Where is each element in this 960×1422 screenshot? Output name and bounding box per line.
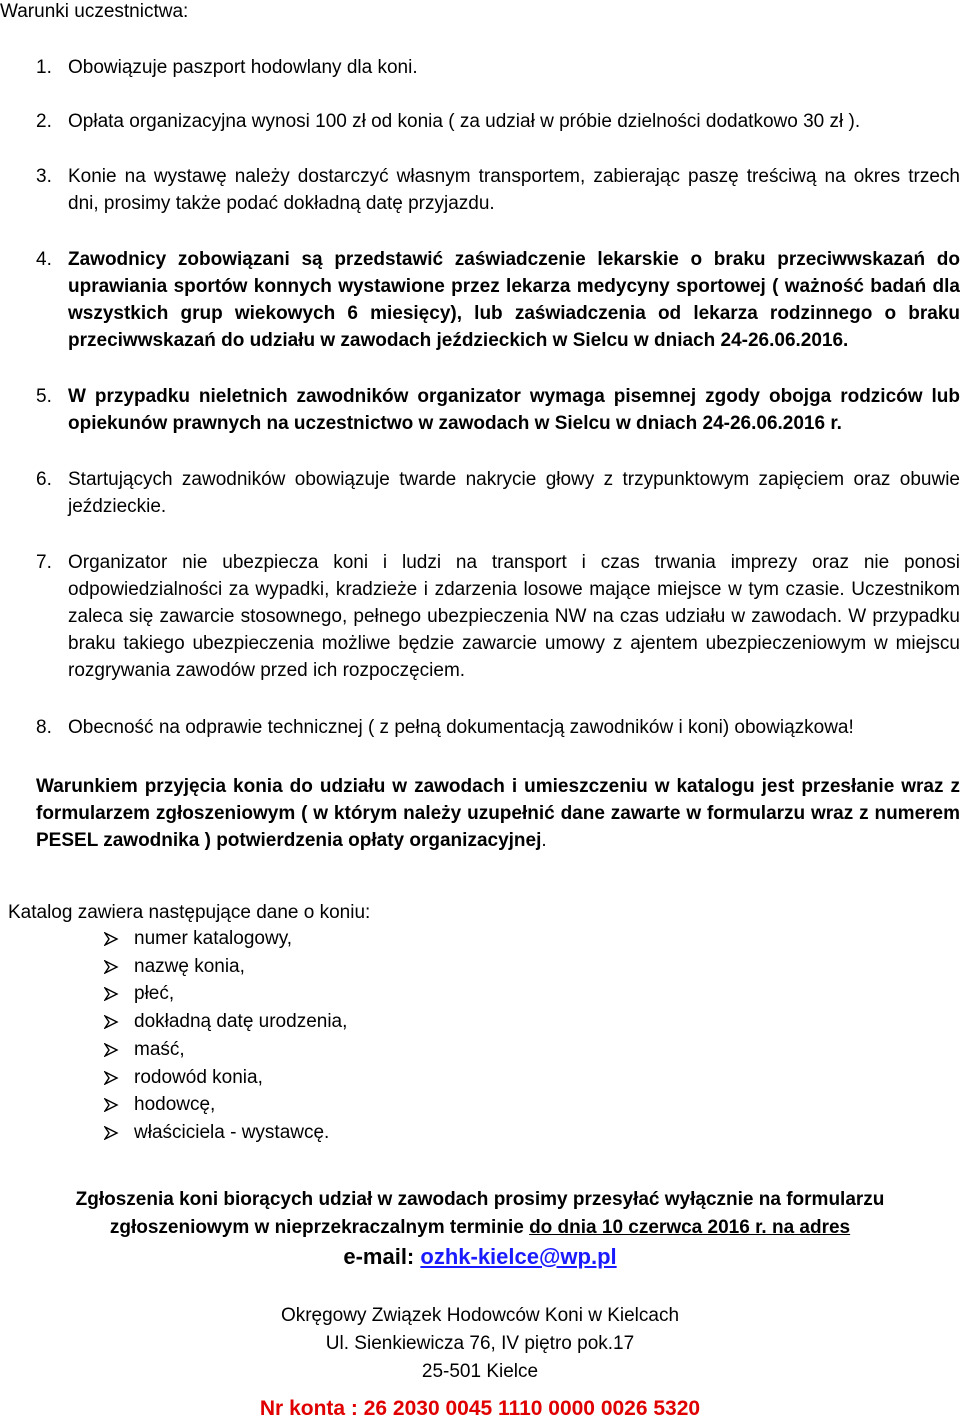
condition-number: 7.	[36, 552, 52, 573]
condition-item	[36, 466, 960, 520]
email-label: e-mail:	[343, 1244, 421, 1269]
registration-note-text: Warunkiem przyjęcia konia do udziału w zawodach i umieszczeniu w katalogu jest przesłanie wraz z formularzem zgłoszeniowym ( w którym należy uzupełnić dane zawarte w formularzu wraz z numerem PESEL zawodnika ) potwierdzenia opłaty organizacyjnej	[36, 776, 960, 851]
catalog-list	[104, 925, 347, 1147]
condition-text: Obecność na odprawie technicznej ( z pełną dokumentacją zawodników i koni) obowiązkowa!	[68, 717, 854, 738]
condition-number: 4.	[36, 249, 52, 270]
arrow-bullet-icon	[104, 1098, 120, 1112]
arrow-bullet-icon	[104, 1043, 120, 1057]
deadline-text: do dnia 10 czerwca 2016 r. na adres	[529, 1217, 851, 1238]
catalog-item-label: właściciela - wystawcę.	[134, 1121, 330, 1143]
email-line	[0, 1242, 960, 1272]
arrow-bullet-icon	[104, 932, 120, 946]
list-item	[104, 1119, 347, 1147]
registration-note-end: .	[541, 830, 547, 851]
condition-text: Organizator nie ubezpiecza koni i ludzi na transport i czas trwania imprezy oraz nie ponosi odpowiedzialności za wypadki, kradzieże i zdarzenia losowe mające miejsce w tym czasie. Uczestnikom zaleca się zawarcie stosownego, pełnego ubezpieczenia NW na czas udziału w zawodach. W przypadku braku takiego ubezpieczenia możliwe będzie zawarcie umowy z ajentem ubezpieczeniowym w miejscu rozgrywania zawodów przed ich rozpoczęciem.	[68, 552, 960, 681]
registration-note	[36, 773, 960, 854]
condition-number: 5.	[36, 386, 52, 407]
condition-text: Obowiązuje paszport hodowlany dla koni.	[68, 57, 418, 78]
catalog-item-label: dokładną datę urodzenia,	[134, 1011, 348, 1033]
condition-item	[36, 108, 960, 135]
condition-item	[36, 549, 960, 684]
conditions-heading: Warunki uczestnictwa:	[0, 1, 189, 22]
list-item	[104, 1064, 347, 1092]
list-item	[104, 1008, 347, 1036]
condition-item	[36, 714, 960, 741]
submission-notice	[0, 1186, 960, 1242]
condition-number: 3.	[36, 166, 52, 187]
arrow-bullet-icon	[104, 960, 120, 974]
address-org: Okręgowy Związek Hodowców Koni w Kielcach	[280, 1305, 680, 1326]
catalog-item-label: hodowcę,	[134, 1094, 216, 1116]
list-item	[104, 980, 347, 1008]
address-city: 25-501 Kielce	[421, 1361, 539, 1382]
condition-text: Opłata organizacyjna wynosi 100 zł od konia ( za udział w próbie dzielności dodatkowo 30 zł ).	[68, 111, 861, 132]
catalog-item-label: płeć,	[134, 983, 175, 1005]
condition-text: Zawodnicy zobowiązani są przedstawić zaświadczenie lekarskie o braku przeciwwskazań do uprawiania sportów konnych wystawione przez lekarza medycyny sportowej ( ważność badań dla wszystkich grup wiekowych 6 miesięcy), lub zaświadczenia od lekarza rodzinnego o braku przeciwwskazań do udziału w zawodach jeździeckich w Sielcu w dniach 24-26.06.2016.	[68, 249, 960, 351]
condition-item	[36, 163, 960, 217]
list-item	[104, 925, 347, 953]
condition-item	[36, 383, 960, 437]
condition-number: 1.	[36, 57, 52, 78]
condition-number: 2.	[36, 111, 52, 132]
catalog-item-label: maść,	[134, 1038, 185, 1060]
condition-text: W przypadku nieletnich zawodników organizator wymaga pisemnej zgody obojga rodziców lub opiekunów prawnych na uczestnictwo w zawodach w Sielcu w dniach 24-26.06.2016 r.	[68, 386, 960, 434]
condition-item	[36, 246, 960, 354]
condition-item	[36, 54, 960, 81]
notice-text: zgłoszeniowym w nieprzekraczalnym terminie	[109, 1217, 530, 1238]
notice-line: Zgłoszenia koni biorących udział w zawodach prosimy przesyłać wyłącznie na formularzu	[75, 1189, 885, 1210]
bank-account: Nr konta : 26 2030 0045 1110 0000 0026 5320	[259, 1397, 701, 1420]
catalog-item-label: nazwę konia,	[134, 955, 245, 977]
condition-text: Konie na wystawę należy dostarczyć własnym transportem, zabierając paszę treściwą na okres trzech dni, prosimy także podać dokładną datę przyjazdu.	[68, 166, 960, 214]
address-street: Ul. Sienkiewicza 76, IV piętro pok.17	[325, 1333, 635, 1354]
list-item	[104, 953, 347, 981]
catalog-item-label: numer katalogowy,	[134, 928, 293, 949]
arrow-bullet-icon	[104, 1126, 120, 1140]
condition-number: 8.	[36, 717, 52, 738]
catalog-title: Katalog zawiera następujące dane o koniu:	[8, 902, 371, 923]
list-item	[104, 1091, 347, 1119]
list-item	[104, 1036, 347, 1064]
catalog-item-label: rodowód konia,	[134, 1066, 263, 1088]
arrow-bullet-icon	[104, 987, 120, 1001]
postal-address	[0, 1302, 960, 1386]
notice-line	[0, 1214, 960, 1242]
condition-number: 6.	[36, 469, 52, 490]
email-link[interactable]: ozhk-kielce@wp.pl	[420, 1244, 617, 1269]
arrow-bullet-icon	[104, 1071, 120, 1085]
arrow-bullet-icon	[104, 1015, 120, 1029]
condition-text: Startujących zawodników obowiązuje twarde nakrycie głowy z trzypunktowym zapięciem oraz obuwie jeździeckie.	[68, 469, 960, 517]
